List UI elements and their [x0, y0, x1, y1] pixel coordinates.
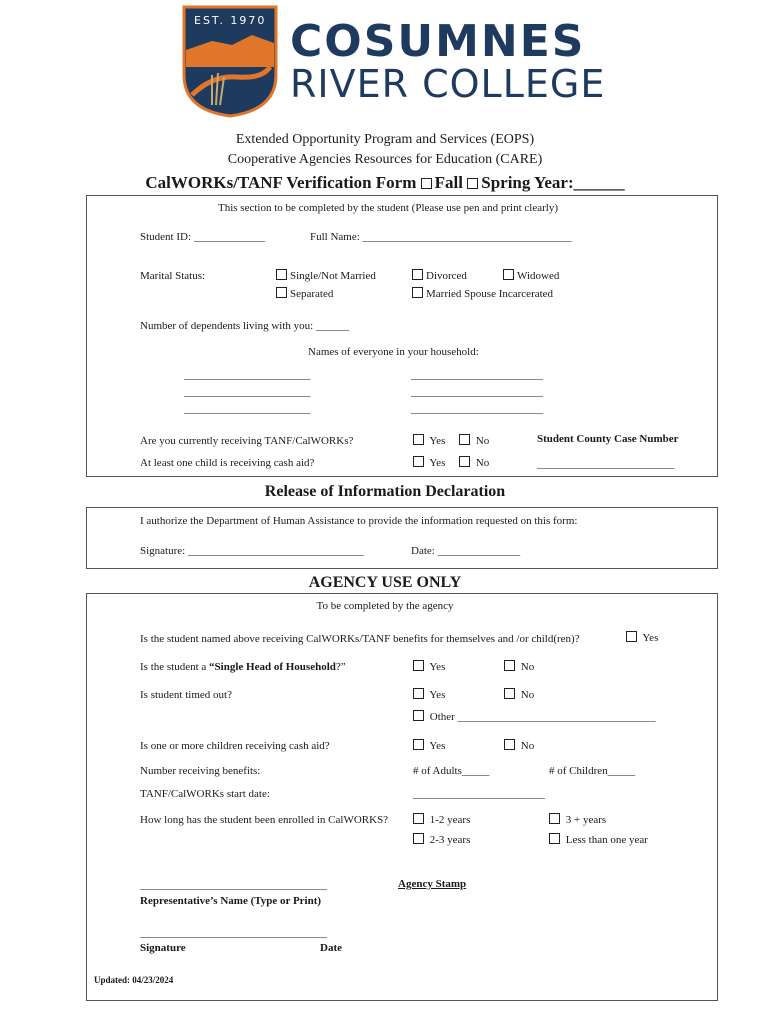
q3-no[interactable]: [504, 688, 534, 701]
single-checkbox[interactable]: [276, 269, 287, 280]
case-number-label: Student County Case Number: [537, 433, 679, 445]
option-single[interactable]: [276, 269, 376, 282]
logo-name-line1: COSUMNES: [290, 16, 586, 67]
household-name-line[interactable]: _______________________: [184, 386, 311, 398]
no-label: No: [520, 689, 535, 701]
q1-yes-checkbox[interactable]: [626, 631, 637, 642]
incarcerated-checkbox[interactable]: [412, 287, 423, 298]
college-logo: [182, 5, 278, 118]
household-label: Names of everyone in your household:: [308, 346, 479, 358]
household-name-line[interactable]: _______________________: [184, 369, 311, 381]
full-name-field[interactable]: Full Name: ______________________________________: [310, 231, 572, 243]
dur-less-one-checkbox[interactable]: [549, 833, 560, 844]
other-label: Other ____________________________________: [429, 711, 656, 723]
date-label: Date: [320, 942, 342, 954]
household-name-line[interactable]: ________________________: [411, 369, 543, 381]
spring-checkbox[interactable]: [467, 178, 478, 189]
no-label: No: [475, 457, 490, 469]
option-incarcerated[interactable]: [412, 287, 553, 300]
divorced-checkbox[interactable]: [412, 269, 423, 280]
q2-yes-checkbox[interactable]: [413, 660, 424, 671]
rep-name-line[interactable]: __________________________________: [140, 879, 327, 891]
dur-1-2-checkbox[interactable]: [413, 813, 424, 824]
no-label: No: [475, 435, 490, 447]
q3-yes-checkbox[interactable]: [413, 688, 424, 699]
tanf-no-checkbox[interactable]: [459, 434, 470, 445]
start-date-field[interactable]: ________________________: [413, 788, 545, 800]
option-divorced[interactable]: [412, 269, 467, 282]
child-yes-checkbox[interactable]: [413, 456, 424, 467]
fall-checkbox[interactable]: [421, 178, 432, 189]
fall-label: Fall: [434, 173, 468, 192]
dur-3-plus-checkbox[interactable]: [549, 813, 560, 824]
q3-yes[interactable]: [413, 688, 445, 701]
release-title: Release of Information Declaration: [264, 483, 506, 500]
q2-prefix: Is the student a: [140, 661, 210, 673]
q2-bold: “Single Head of Household: [209, 661, 336, 673]
yes-label: Yes: [429, 661, 446, 673]
dur-2-3-checkbox[interactable]: [413, 833, 424, 844]
signature-line[interactable]: __________________________________: [140, 927, 327, 939]
q3-no-checkbox[interactable]: [504, 688, 515, 699]
widowed-label: Widowed: [517, 270, 560, 282]
yes-label: Yes: [642, 632, 659, 644]
release-signature-field[interactable]: Signature: ________________________________: [140, 545, 364, 557]
household-name-line[interactable]: ________________________: [411, 386, 543, 398]
form-title: [0, 173, 770, 193]
separated-checkbox[interactable]: [276, 287, 287, 298]
dur-less-one[interactable]: [549, 833, 648, 846]
q3-other[interactable]: [413, 710, 656, 723]
tanf-no[interactable]: [459, 434, 489, 447]
signature-label: Signature: [140, 942, 186, 954]
updated-date: Updated: 04/23/2024: [94, 975, 174, 985]
rep-name-label: Representative’s Name (Type or Print): [140, 895, 322, 907]
tanf-yes[interactable]: [413, 434, 445, 447]
yes-label: Yes: [429, 689, 446, 701]
child-yes[interactable]: [413, 456, 445, 469]
q2-no-checkbox[interactable]: [504, 660, 515, 671]
adults-field[interactable]: # of Adults_____: [413, 765, 490, 777]
option-widowed[interactable]: [503, 269, 559, 282]
student-intro: This section to be completed by the student (Please use pen and print clearly): [218, 202, 558, 214]
marital-status-label: Marital Status:: [140, 270, 206, 282]
divorced-label: Divorced: [426, 270, 467, 282]
dur-2-3-label: 2-3 years: [429, 834, 471, 846]
incarcerated-label: Married Spouse Incarcerated: [426, 288, 554, 300]
agency-q6: TANF/CalWORKs start date:: [140, 788, 270, 800]
dur-1-2[interactable]: [413, 813, 470, 826]
yes-label: Yes: [429, 435, 446, 447]
child-no-checkbox[interactable]: [459, 456, 470, 467]
case-number-field[interactable]: _________________________: [537, 458, 675, 470]
agency-q5: Number receiving benefits:: [140, 765, 261, 777]
q4-no-checkbox[interactable]: [504, 739, 515, 750]
option-separated[interactable]: [276, 287, 333, 300]
agency-q4: Is one or more children receiving cash aid?: [140, 740, 330, 752]
logo-name-line2: RIVER COLLEGE: [290, 62, 606, 106]
q2-suffix: ?”: [335, 661, 346, 673]
q3-other-checkbox[interactable]: [413, 710, 424, 721]
single-label: Single/Not Married: [290, 270, 376, 282]
logo-established: EST. 1970: [194, 14, 267, 27]
yes-label: Yes: [429, 740, 446, 752]
agency-q2: [140, 661, 346, 673]
agency-q7: How long has the student been enrolled in CalWORKS?: [140, 814, 389, 826]
widowed-checkbox[interactable]: [503, 269, 514, 280]
program-line2: Cooperative Agencies Resources for Education (CARE): [227, 152, 543, 167]
form-title-text: CalWORKs/TANF Verification Form: [145, 173, 421, 192]
dur-3-plus[interactable]: [549, 813, 606, 826]
q2-yes[interactable]: [413, 660, 445, 673]
no-label: No: [520, 740, 535, 752]
program-line1: Extended Opportunity Program and Services (EOPS): [235, 132, 535, 147]
children-field[interactable]: # of Children_____: [549, 765, 636, 777]
agency-stamp-label: Agency Stamp: [398, 878, 467, 890]
child-no[interactable]: [459, 456, 489, 469]
agency-subtitle: To be completed by the agency: [316, 600, 454, 612]
tanf-yes-checkbox[interactable]: [413, 434, 424, 445]
dur-2-3[interactable]: [413, 833, 470, 846]
release-date-field[interactable]: Date: _______________: [411, 545, 521, 557]
household-name-line[interactable]: ________________________: [411, 403, 543, 415]
agency-title: AGENCY USE ONLY: [308, 574, 462, 591]
household-name-line[interactable]: _______________________: [184, 403, 311, 415]
agency-q3: Is student timed out?: [140, 689, 232, 701]
agency-q1: Is the student named above receiving CalWORKs/TANF benefits for themselves and /or child(ren)?: [140, 633, 580, 645]
child-question: At least one child is receiving cash aid?: [140, 457, 315, 469]
no-label: No: [520, 661, 535, 673]
dependents-field[interactable]: Number of dependents living with you: ______: [140, 320, 349, 332]
student-id-field[interactable]: Student ID: _____________: [140, 231, 266, 243]
separated-label: Separated: [290, 288, 334, 300]
q4-yes-checkbox[interactable]: [413, 739, 424, 750]
q4-yes[interactable]: [413, 739, 445, 752]
q1-yes[interactable]: [626, 631, 658, 644]
dur-3-plus-label: 3 + years: [565, 814, 607, 826]
dur-1-2-label: 1-2 years: [429, 814, 471, 826]
q4-no[interactable]: [504, 739, 534, 752]
tanf-question: Are you currently receiving TANF/CalWORKs?: [140, 435, 354, 447]
dur-less-one-label: Less than one year: [565, 834, 648, 846]
yes-label: Yes: [429, 457, 446, 469]
q2-no[interactable]: [504, 660, 534, 673]
authorize-text: I authorize the Department of Human Assistance to provide the information requested on this form:: [140, 515, 578, 527]
spring-year-label: Spring Year:______: [481, 173, 625, 192]
